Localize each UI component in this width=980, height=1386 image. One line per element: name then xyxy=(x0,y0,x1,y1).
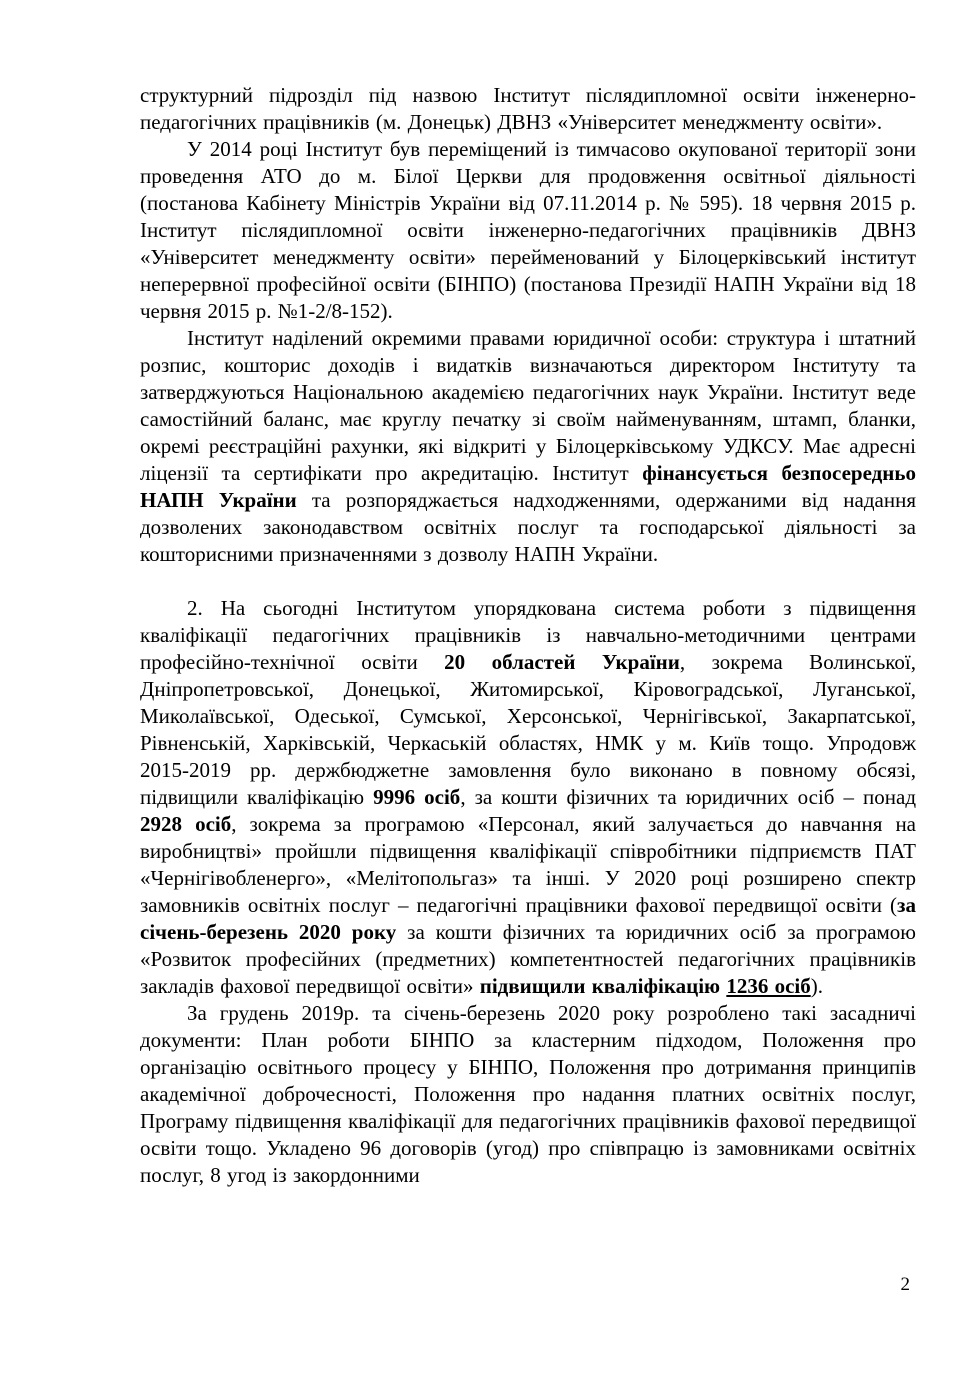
text-run: , зокрема Волинської, Дніпропетровської, Донецької, Житомирської, Кіровоградської, Луганської, Миколаївської, Одеської, Сумської, Херсонської, Чернігівської, Закарпатської, Рівненській, Харківській, Черкаській областях, НМК у м. Київ тощо. Упродовж 2015-2019 рр. держбюджетне замовлення було виконано в повному обсязі, підвищили кваліфікацію xyxy=(140,650,916,809)
text-run: ). xyxy=(810,974,823,998)
document-body xyxy=(140,82,916,1189)
text-run: Інститут наділений окремими правами юридичної особи: структура і штатний розпис, кошторис доходів і видатків визначаються директором Інституту та затверджуються Національною академією педагогічних наук України. Інститут веде самостійний баланс, має круглу печатку зі своїм найменуванням, штамп, бланки, окремі реєстраційні рахунки, які відкриті у Білоцерківському УДКСУ. Має адресні ліцензії та сертифікати про акредитацію. Інститут xyxy=(140,326,916,485)
text-run-bold: фінансується безпосередньо НАПН України xyxy=(140,461,916,512)
paragraph xyxy=(140,136,916,325)
text-run-bold: 20 областей України xyxy=(444,650,680,674)
text-run: , за кошти фізичних та юридичних осіб – понад xyxy=(460,785,917,809)
text-run: За грудень 2019р. та січень-березень 2020 року розроблено такі засадничі документи: План роботи БІНПО за кластерним підходом, Положення про організацію освітнього процесу у БІНПО, Положення про дотримання принципів академічної доброчесності, Положення про надання платних освітніх послуг, Програму підвищення кваліфікації для педагогічних працівників фахової передвищої освіти тощо. Укладено 96 договорів (угод) про співпрацю із замовниками освітніх послуг, 8 угод із закордонними xyxy=(140,1001,916,1187)
text-run-bold: 1236 осіб xyxy=(726,974,811,998)
text-run: , зокрема за програмою «Персонал, який залучається до навчання на виробництві» пройшли підвищення кваліфікації співробітники підприємств ПАТ «Чернігівобленерго», «Мелітопольгаз» та інші. У 2020 році розширено спектр замовників освітніх послуг – педагогічні працівники фахової передвищої освіти ( xyxy=(140,812,916,917)
text-run-bold: підвищили кваліфікацію xyxy=(479,974,727,998)
paragraph xyxy=(140,82,916,136)
text-run: 2. На сьогодні Інститутом упорядкована система роботи з підвищення кваліфікації педагогічних працівників із навчально-методичними центрами професійно-технічної освіти xyxy=(140,596,916,674)
text-run-bold: за січень-березень 2020 року xyxy=(140,893,916,944)
text-run: та розпоряджається надходженнями, одержаними від надання дозволених законодавством освітніх послуг та господарської діяльності за кошторисними призначеннями з дозволу НАПН України. xyxy=(140,488,916,566)
page-number: 2 xyxy=(900,1274,910,1295)
text-run: У 2014 році Інститут був переміщений із тимчасово окупованої території зони проведення АТО до м. Білої Церкви для продовження освітньої діяльності (постанова Кабінету Міністрів України від 07.11.2014 р. № 595). 18 червня 2015 р. Інститут післядипломної освіти інженерно-педагогічних працівників ДВНЗ «Університет менеджменту освіти» перейменований у Білоцерківський інститут неперервної професійної освіти (БІНПО) (постанова Президії НАПН України від 18 червня 2015 р. №1-2/8-152). xyxy=(140,137,916,323)
paragraph xyxy=(140,1000,916,1189)
text-run: за кошти фізичних та юридичних осіб за програмою «Розвиток професійних (предметних) компетентностей педагогічних працівників закладів фахової передвищої освіти» xyxy=(140,920,916,998)
text-run-bold: 2928 осіб xyxy=(140,812,232,836)
paragraph xyxy=(140,325,916,568)
paragraph xyxy=(140,595,916,1000)
text-run: структурний підрозділ під назвою Інститут післядипломної освіти інженерно-педагогічних працівників (м. Донецьк) ДВНЗ «Університет менеджменту освіти». xyxy=(140,83,916,134)
text-run-bold: 9996 осіб xyxy=(373,785,461,809)
